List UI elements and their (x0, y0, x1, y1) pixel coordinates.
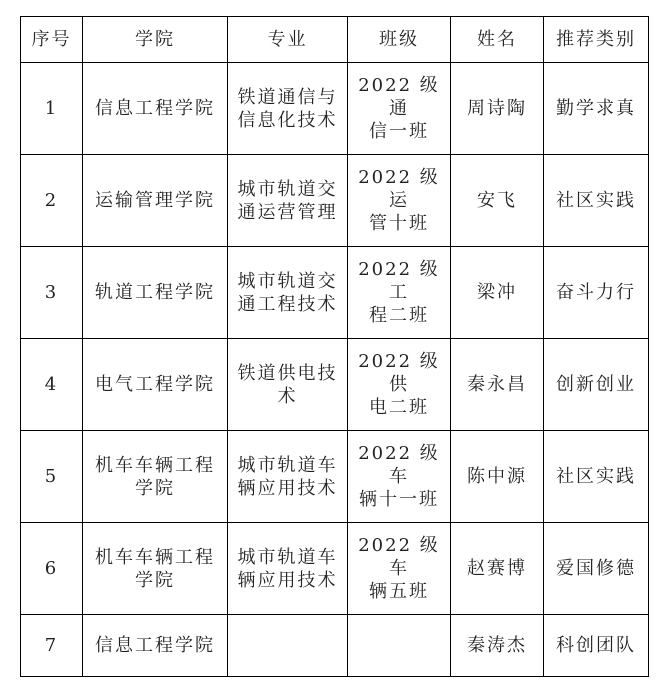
cell-category: 奋斗力行 (544, 247, 649, 339)
header-name: 姓名 (451, 17, 544, 63)
cell-name: 安飞 (451, 155, 544, 247)
cell-college (83, 431, 228, 523)
cell-index: 1 (21, 63, 83, 155)
cell-college (83, 247, 228, 339)
header-index: 序号 (21, 17, 83, 63)
cell-class (348, 523, 451, 615)
cell-major-line: 术 (277, 385, 298, 407)
cell-index: 3 (21, 247, 83, 339)
cell-class-line: 2022 级工 (358, 259, 440, 303)
cell-major-line: 城市轨道交 (237, 178, 338, 200)
cell-major-line: 城市轨道车 (237, 454, 338, 476)
cell-major-line: 铁道供电技 (237, 362, 338, 384)
cell-college-line: 信息工程学院 (95, 635, 215, 656)
cell-major (228, 247, 348, 339)
cell-class-line: 2022 级车 (358, 535, 440, 579)
cell-category: 勤学求真 (544, 63, 649, 155)
cell-major-line: 城市轨道车 (237, 546, 338, 568)
cell-college-line: 学院 (135, 569, 175, 591)
header-class: 班级 (348, 17, 451, 63)
header-major: 专业 (228, 17, 348, 63)
table-row (21, 339, 649, 431)
cell-major-line: 信息化技术 (237, 109, 338, 131)
cell-major-line: 城市轨道交 (237, 270, 338, 292)
cell-college-line: 机车车辆工程 (95, 546, 215, 568)
cell-name: 秦永昌 (451, 339, 544, 431)
cell-class-line: 2022 级车 (358, 443, 440, 487)
cell-college-line: 机车车辆工程 (95, 454, 215, 476)
cell-major (228, 523, 348, 615)
cell-college-line: 轨道工程学院 (95, 282, 215, 303)
cell-index: 6 (21, 523, 83, 615)
cell-name: 赵赛博 (451, 523, 544, 615)
table-row (21, 247, 649, 339)
cell-class (348, 247, 451, 339)
header-row (21, 17, 649, 63)
cell-name: 梁冲 (451, 247, 544, 339)
cell-name: 秦涛杰 (451, 615, 544, 677)
cell-class-line: 辆五班 (369, 581, 429, 602)
cell-class-line: 电二班 (369, 397, 429, 418)
cell-index: 4 (21, 339, 83, 431)
header-college: 学院 (83, 17, 228, 63)
cell-college-line: 电气工程学院 (95, 374, 215, 395)
cell-category: 创新创业 (544, 339, 649, 431)
table-row (21, 615, 649, 677)
cell-college-line: 学院 (135, 477, 175, 499)
cell-class-line: 2022 级运 (358, 167, 440, 211)
cell-class-line: 2022 级供 (358, 351, 440, 395)
cell-name: 周诗陶 (451, 63, 544, 155)
cell-major (228, 63, 348, 155)
cell-major (228, 431, 348, 523)
cell-major-line: 辆应用技术 (237, 569, 338, 591)
cell-college (83, 523, 228, 615)
cell-class (348, 431, 451, 523)
recommendation-table (20, 16, 649, 677)
cell-major-line: 通工程技术 (237, 293, 338, 315)
cell-category: 爱国修德 (544, 523, 649, 615)
cell-major (228, 155, 348, 247)
table-row (21, 155, 649, 247)
table-row (21, 63, 649, 155)
cell-index: 2 (21, 155, 83, 247)
cell-major-line: 通运营管理 (237, 201, 338, 223)
cell-college (83, 339, 228, 431)
header-category: 推荐类别 (544, 17, 649, 63)
cell-class (348, 615, 451, 677)
cell-major (228, 339, 348, 431)
cell-category: 社区实践 (544, 431, 649, 523)
cell-class-line: 管十班 (369, 213, 429, 234)
cell-class (348, 63, 451, 155)
cell-class-line: 信一班 (369, 121, 429, 142)
cell-category: 社区实践 (544, 155, 649, 247)
cell-college-line: 信息工程学院 (95, 98, 215, 119)
cell-class-line: 2022 级通 (358, 75, 440, 119)
cell-class (348, 339, 451, 431)
cell-college (83, 155, 228, 247)
cell-class (348, 155, 451, 247)
cell-class-line: 辆十一班 (359, 489, 439, 510)
cell-category: 科创团队 (544, 615, 649, 677)
cell-class-line: 程二班 (369, 305, 429, 326)
cell-index: 5 (21, 431, 83, 523)
cell-name: 陈中源 (451, 431, 544, 523)
cell-major-line: 铁道通信与 (237, 86, 338, 108)
cell-college (83, 615, 228, 677)
table-row (21, 523, 649, 615)
cell-major-line: 辆应用技术 (237, 477, 338, 499)
cell-major (228, 615, 348, 677)
cell-college-line: 运输管理学院 (95, 190, 215, 211)
cell-index: 7 (21, 615, 83, 677)
cell-college (83, 63, 228, 155)
table-row (21, 431, 649, 523)
